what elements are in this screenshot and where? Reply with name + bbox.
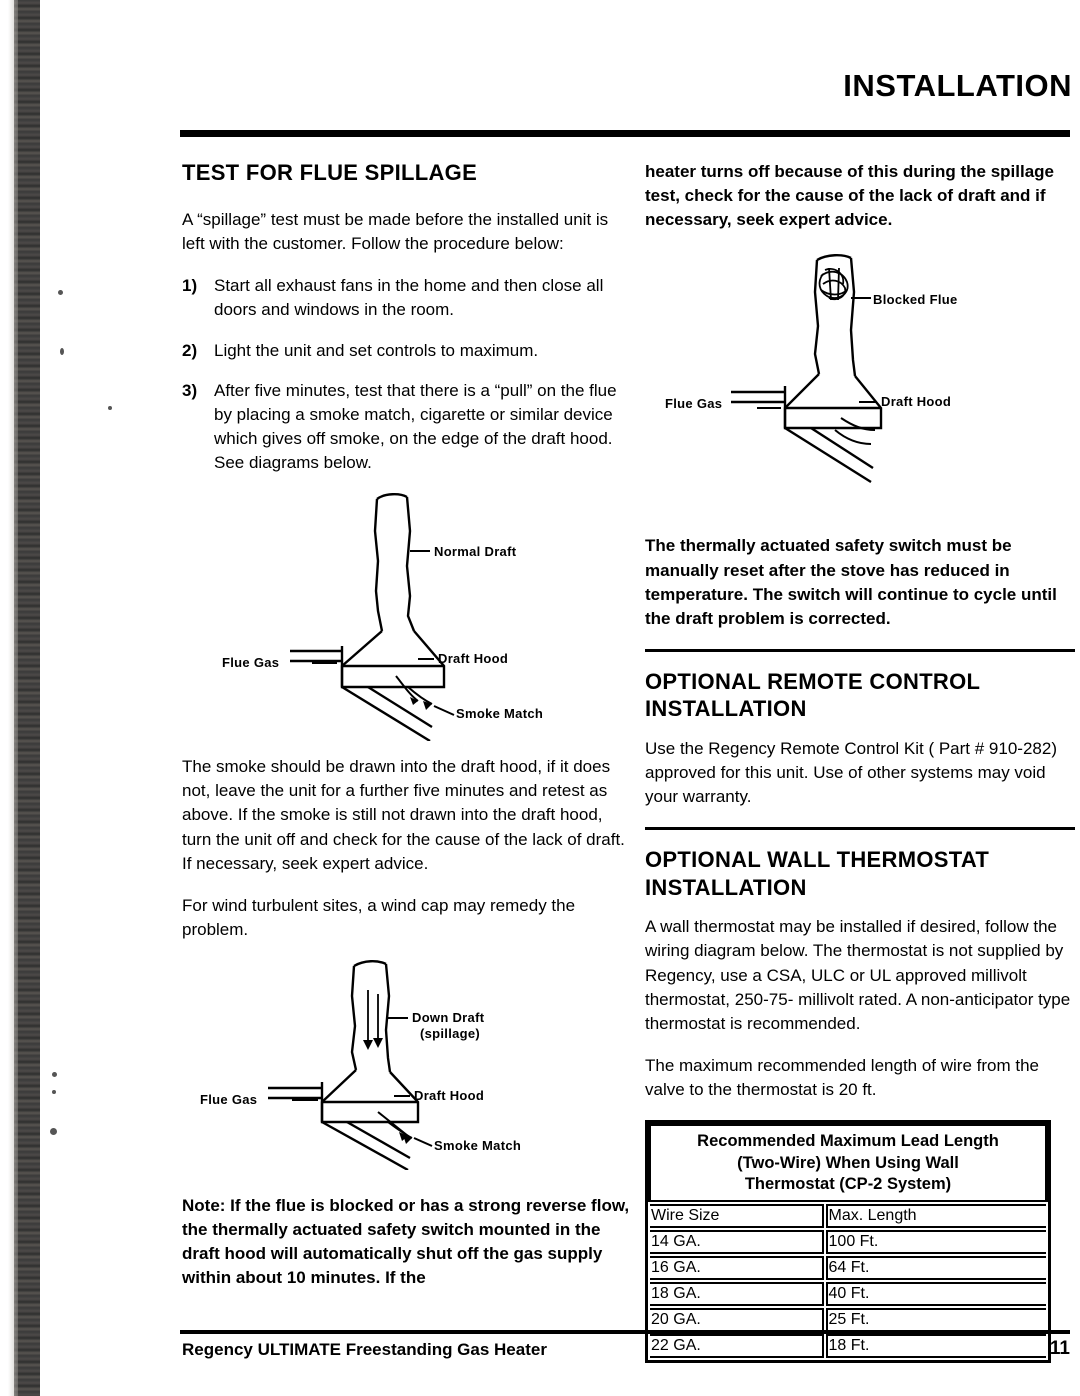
note-paragraph: Note: If the flue is blocked or has a strong reverse flow, the thermally actuated safety switch mounted in the draft hood will automatically shut off the gas supply within about 10 minutes. If the — [182, 1196, 630, 1288]
list-item — [182, 379, 632, 476]
figure-label-draft-hood: Draft Hood — [881, 394, 952, 410]
table-row — [650, 1282, 1046, 1306]
figure-label-flue-gas: Flue Gas — [222, 655, 280, 671]
table-row — [650, 1308, 1046, 1332]
table-caption-line-2: (Two-Wire) When Using Wall — [737, 1153, 959, 1172]
figure-normal-draft — [182, 491, 632, 741]
figure-label-blocked-flue: Blocked Flue — [873, 292, 958, 308]
table-cell-wire-size: 18 GA. — [650, 1282, 824, 1306]
list-item-number: 1) — [182, 276, 198, 296]
table-header-row — [650, 1204, 1046, 1228]
table-cell-wire-size: 22 GA. — [650, 1334, 824, 1358]
section-heading-flue-spillage: TEST FOR FLUE SPILLAGE — [182, 160, 478, 185]
table-row — [650, 1334, 1046, 1358]
list-item — [182, 339, 632, 363]
table-cell-max-length: 100 Ft. — [826, 1230, 1046, 1254]
table-cell-wire-size: 16 GA. — [650, 1256, 824, 1280]
section-divider — [645, 827, 1075, 830]
paragraph-smoke-result: The smoke should be drawn into the draft hood, if it does not, leave the unit for a further five minutes and retest as above. If the smoke is still not drawn into the draft hood, turn the unit off and check for the cause of the lack of draft. If necessary, seek expert advice. — [182, 757, 625, 873]
figure-label-flue-gas: Flue Gas — [200, 1092, 258, 1107]
footer-product-name: Regency ULTIMATE Freestanding Gas Heater — [182, 1340, 547, 1359]
table-row — [650, 1256, 1046, 1280]
section-heading-remote-control: OPTIONAL REMOTE CONTROL INSTALLATION — [645, 668, 980, 722]
figure-down-draft — [182, 960, 632, 1170]
footer-page-number: 11 — [1049, 1338, 1070, 1359]
scan-speck — [52, 1072, 57, 1077]
table-cell-max-length: 40 Ft. — [826, 1282, 1046, 1306]
left-column — [182, 160, 632, 1309]
scan-speck — [108, 406, 112, 410]
page-header-title: INSTALLATION — [843, 68, 1072, 103]
table-caption-line-3: Thermostat (CP-2 System) — [744, 1175, 952, 1193]
figure-label-draft-hood: Draft Hood — [414, 1088, 485, 1103]
scan-speck — [58, 290, 63, 295]
footer-rule — [180, 1330, 1070, 1334]
continuation-paragraph: heater turns off because of this during the spillage test, check for the cause of the lack of draft and if necessary, seek expert advice. — [645, 162, 1055, 230]
intro-paragraph: A “spillage” test must be made before the installed unit is left with the customer. Follow the procedure below: — [182, 210, 609, 254]
table-cell-max-length: 25 Ft. — [826, 1308, 1046, 1332]
figure-label-spillage: (spillage) — [420, 1026, 481, 1041]
figure-blocked-flue — [645, 250, 1075, 520]
scan-speck — [52, 1090, 56, 1094]
list-item-number: 2) — [182, 340, 198, 360]
table-column-header-max-length: Max. Length — [826, 1204, 1046, 1228]
lead-length-table — [645, 1120, 1051, 1363]
paragraph-wind-cap: For wind turbulent sites, a wind cap may remedy the problem. — [182, 895, 576, 939]
figure-label-flue-gas: Flue Gas — [665, 396, 723, 412]
list-item — [182, 274, 632, 322]
table-cell-wire-size: 14 GA. — [650, 1230, 824, 1254]
normal-draft-diagram — [182, 491, 632, 741]
table-cell-max-length: 64 Ft. — [826, 1256, 1046, 1280]
paragraph-thermostat-length: The maximum recommended length of wire from the valve to the thermostat is 20 ft. — [645, 1055, 1039, 1099]
list-item-text: After five minutes, test that there is a “pull” on the flue by placing a smoke match, cigarette or similar device which gives off smoke, on the edge of the draft hood. See diagrams below. — [214, 380, 617, 472]
list-item-text: Light the unit and set controls to maximum. — [214, 340, 539, 360]
down-draft-diagram — [182, 960, 632, 1170]
table — [648, 1202, 1048, 1360]
scan-speck — [60, 348, 64, 355]
figure-label-draft-hood: Draft Hood — [438, 651, 509, 667]
section-heading-wall-thermostat: OPTIONAL WALL THERMOSTAT INSTALLATION — [645, 847, 990, 900]
blocked-flue-diagram — [645, 250, 1075, 520]
right-column — [645, 160, 1075, 1363]
figure-label-down-draft: Down Draft — [412, 1010, 485, 1025]
figure-label-normal-draft: Normal Draft — [434, 544, 517, 560]
table-row — [650, 1230, 1046, 1254]
figure-label-smoke-match: Smoke Match — [434, 1138, 522, 1153]
list-item-number: 3) — [182, 380, 198, 400]
header-rule — [180, 130, 1070, 137]
section-divider — [645, 649, 1075, 652]
table-cell-max-length: 18 Ft. — [826, 1334, 1046, 1358]
table-caption — [648, 1123, 1048, 1202]
paragraph-remote-kit: Use the Regency Remote Control Kit ( Part # 910-282) approved for this unit. Use of other systems may void your warranty. — [645, 738, 1057, 807]
figure-label-smoke-match: Smoke Match — [456, 706, 544, 722]
paragraph-safety-switch: The thermally actuated safety switch must be manually reset after the stove has reduced in temperature. The switch will continue to cycle until the draft problem is corrected. — [645, 536, 1057, 628]
scan-speck — [50, 1128, 57, 1135]
table-cell-wire-size: 20 GA. — [650, 1308, 824, 1332]
list-item-text: Start all exhaust fans in the home and then close all doors and windows in the room. — [214, 276, 604, 320]
table-caption-line-1: Recommended Maximum Lead Length — [697, 1132, 999, 1151]
paragraph-thermostat-spec: A wall thermostat may be installed if desired, follow the wiring diagram below. The thermostat is not supplied by Regency, use a CSA, ULC or UL approved millivolt thermostat, 250-75- millivolt rated. A non-anticipator type thermostat is recommended. — [645, 917, 1071, 1033]
table-column-header-wire-size: Wire Size — [650, 1204, 824, 1228]
